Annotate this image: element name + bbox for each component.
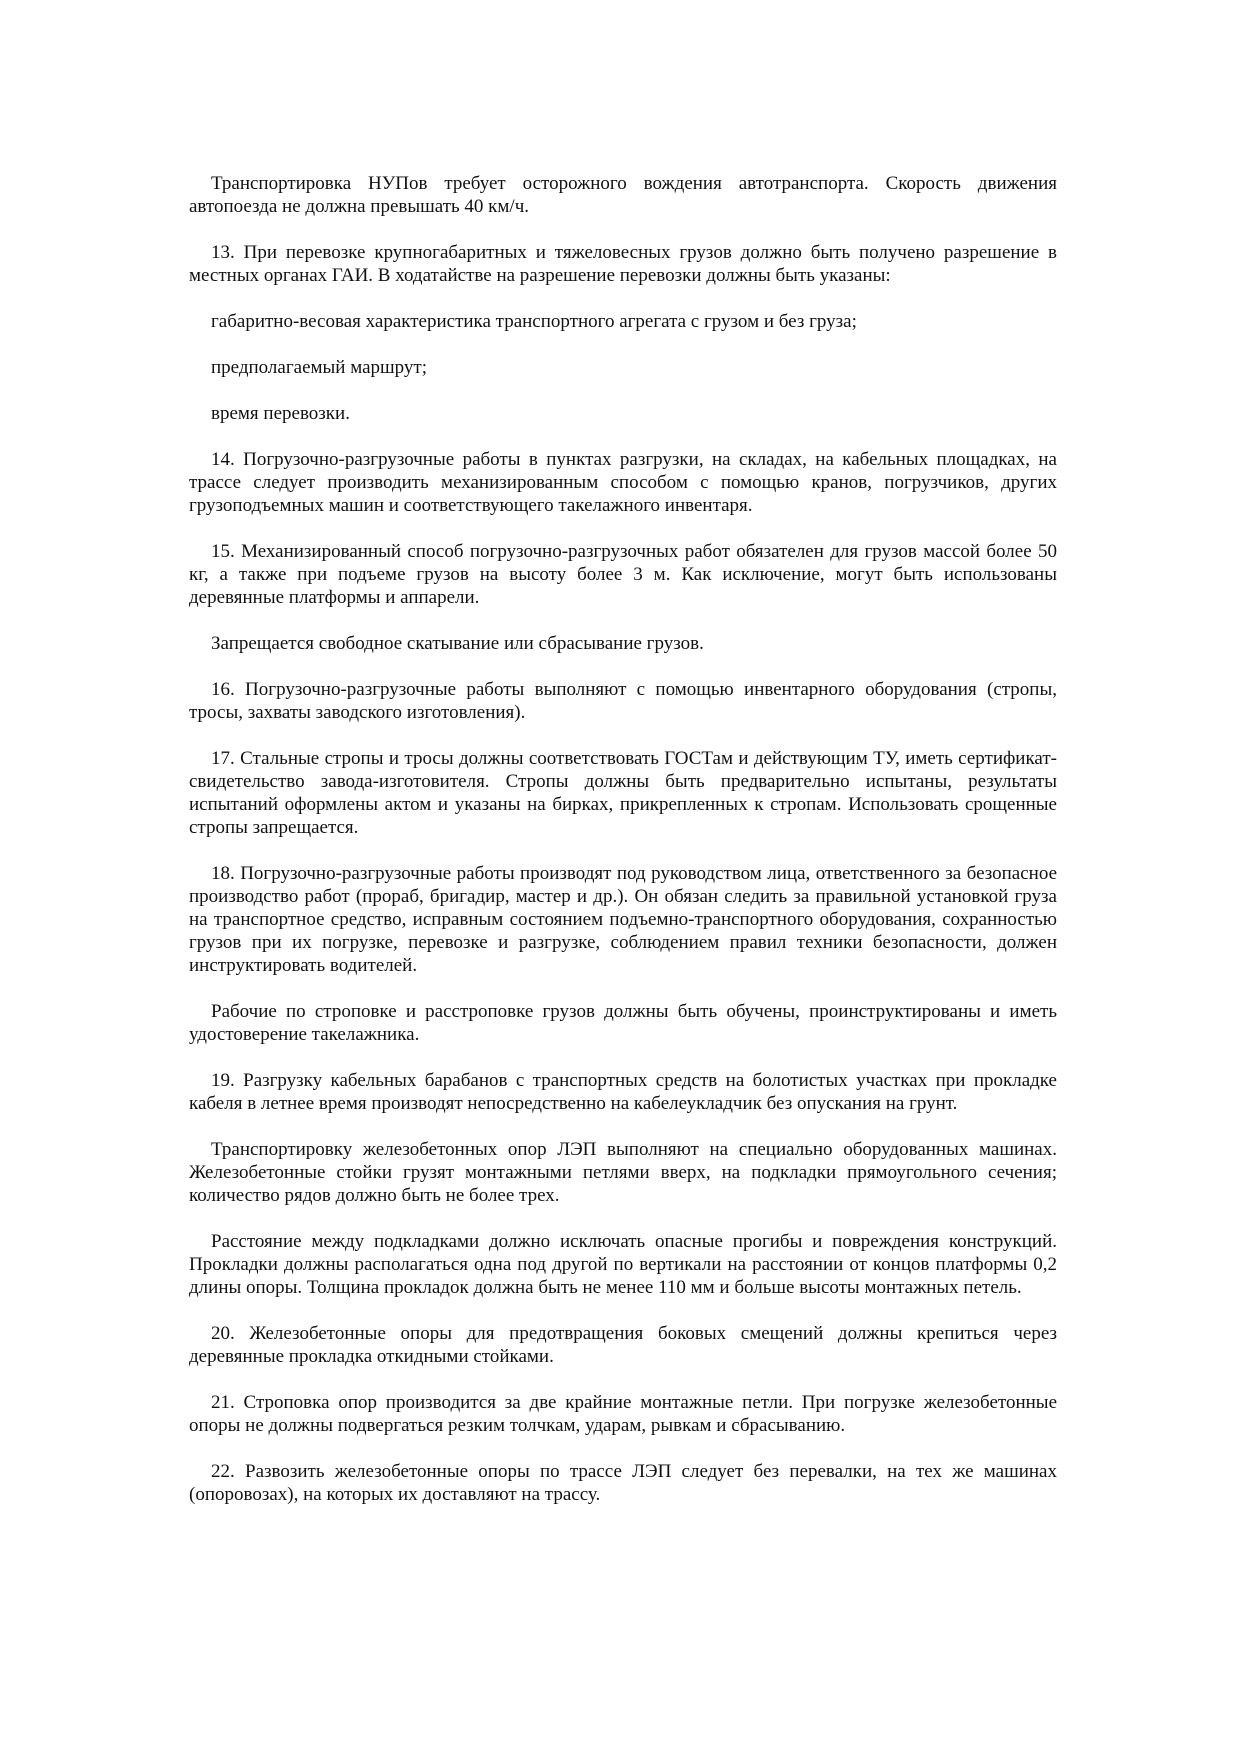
paragraph: 17. Стальные стропы и тросы должны соответствовать ГОСТам и действующим ТУ, иметь сертификат-свидетельство завода-изготовителя. Стропы должны быть предварительно испытаны, результаты испытаний оформлены актом и указаны на бирках, прикрепленных к стропам. Использовать срощенные стропы запрещается. [189, 748, 1057, 838]
paragraph: Расстояние между подкладками должно исключать опасные прогибы и повреждения конструкций. Прокладки должны располагаться одна под другой по вертикали на расстоянии от концов платформы 0,2 длины опоры. Толщина прокладок должна быть не менее 110 мм и больше высоты монтажных петель. [189, 1231, 1057, 1298]
paragraph: 20. Железобетонные опоры для предотвращения боковых смещений должны крепиться через деревянные прокладка откидными стойками. [189, 1323, 1057, 1367]
paragraph: Запрещается свободное скатывание или сбрасывание грузов. [211, 633, 704, 654]
paragraph: Транспортировку железобетонных опор ЛЭП выполняют на специально оборудованных машинах. Железобетонные стойки грузят монтажными петлями вверх, на подкладки прямоугольного сечения; количество рядов должно быть не более трех. [189, 1139, 1057, 1206]
paragraph: габаритно-весовая характеристика транспортного агрегата с грузом и без груза; [211, 311, 857, 332]
paragraph: Рабочие по строповке и расстроповке грузов должны быть обучены, проинструктированы и иметь удостоверение такелажника. [189, 1001, 1057, 1045]
paragraph: 18. Погрузочно-разгрузочные работы производят под руководством лица, ответственного за безопасное производство работ (прораб, бригадир, мастер и др.). Он обязан следить за правильной установкой груза на транспортное средство, исправным состоянием подъемно-транспортного оборудования, сохранностью грузов при их погрузке, перевозке и разгрузке, соблюдением правил техники безопасности, должен инструктировать водителей. [189, 863, 1057, 976]
paragraph: 19. Разгрузку кабельных барабанов с транспортных средств на болотистых участках при прокладке кабеля в летнее время производят непосредственно на кабелеукладчик без опускания на грунт. [189, 1070, 1057, 1114]
paragraph: 15. Механизированный способ погрузочно-разгрузочных работ обязателен для грузов массой более 50 кг, а также при подъеме грузов на высоту более 3 м. Как исключение, могут быть использованы деревянные платформы и аппарели. [189, 541, 1057, 608]
paragraph: 16. Погрузочно-разгрузочные работы выполняют с помощью инвентарного оборудования (стропы, тросы, захваты заводского изготовления). [189, 679, 1057, 723]
paragraph: 22. Развозить железобетонные опоры по трассе ЛЭП следует без перевалки, на тех же машинах (опоровозах), на которых их доставляют на трассу. [189, 1461, 1057, 1505]
document-page [189, 172, 1057, 1506]
paragraph: 14. Погрузочно-разгрузочные работы в пунктах разгрузки, на складах, на кабельных площадках, на трассе следует производить механизированным способом с помощью кранов, погрузчиков, других грузоподъемных машин и соответствующего такелажного инвентаря. [189, 449, 1057, 516]
paragraph: Транспортировка НУПов требует осторожного вождения автотранспорта. Скорость движения автопоезда не должна превышать 40 км/ч. [189, 173, 1057, 217]
paragraph: время перевозки. [211, 403, 350, 424]
paragraph: 21. Строповка опор производится за две крайние монтажные петли. При погрузке железобетонные опоры не должны подвергаться резким толчкам, ударам, рывкам и сбрасыванию. [189, 1392, 1057, 1436]
paragraph: 13. При перевозке крупногабаритных и тяжеловесных грузов должно быть получено разрешение в местных органах ГАИ. В ходатайстве на разрешение перевозки должны быть указаны: [189, 242, 1057, 286]
paragraph: предполагаемый маршрут; [211, 357, 428, 378]
